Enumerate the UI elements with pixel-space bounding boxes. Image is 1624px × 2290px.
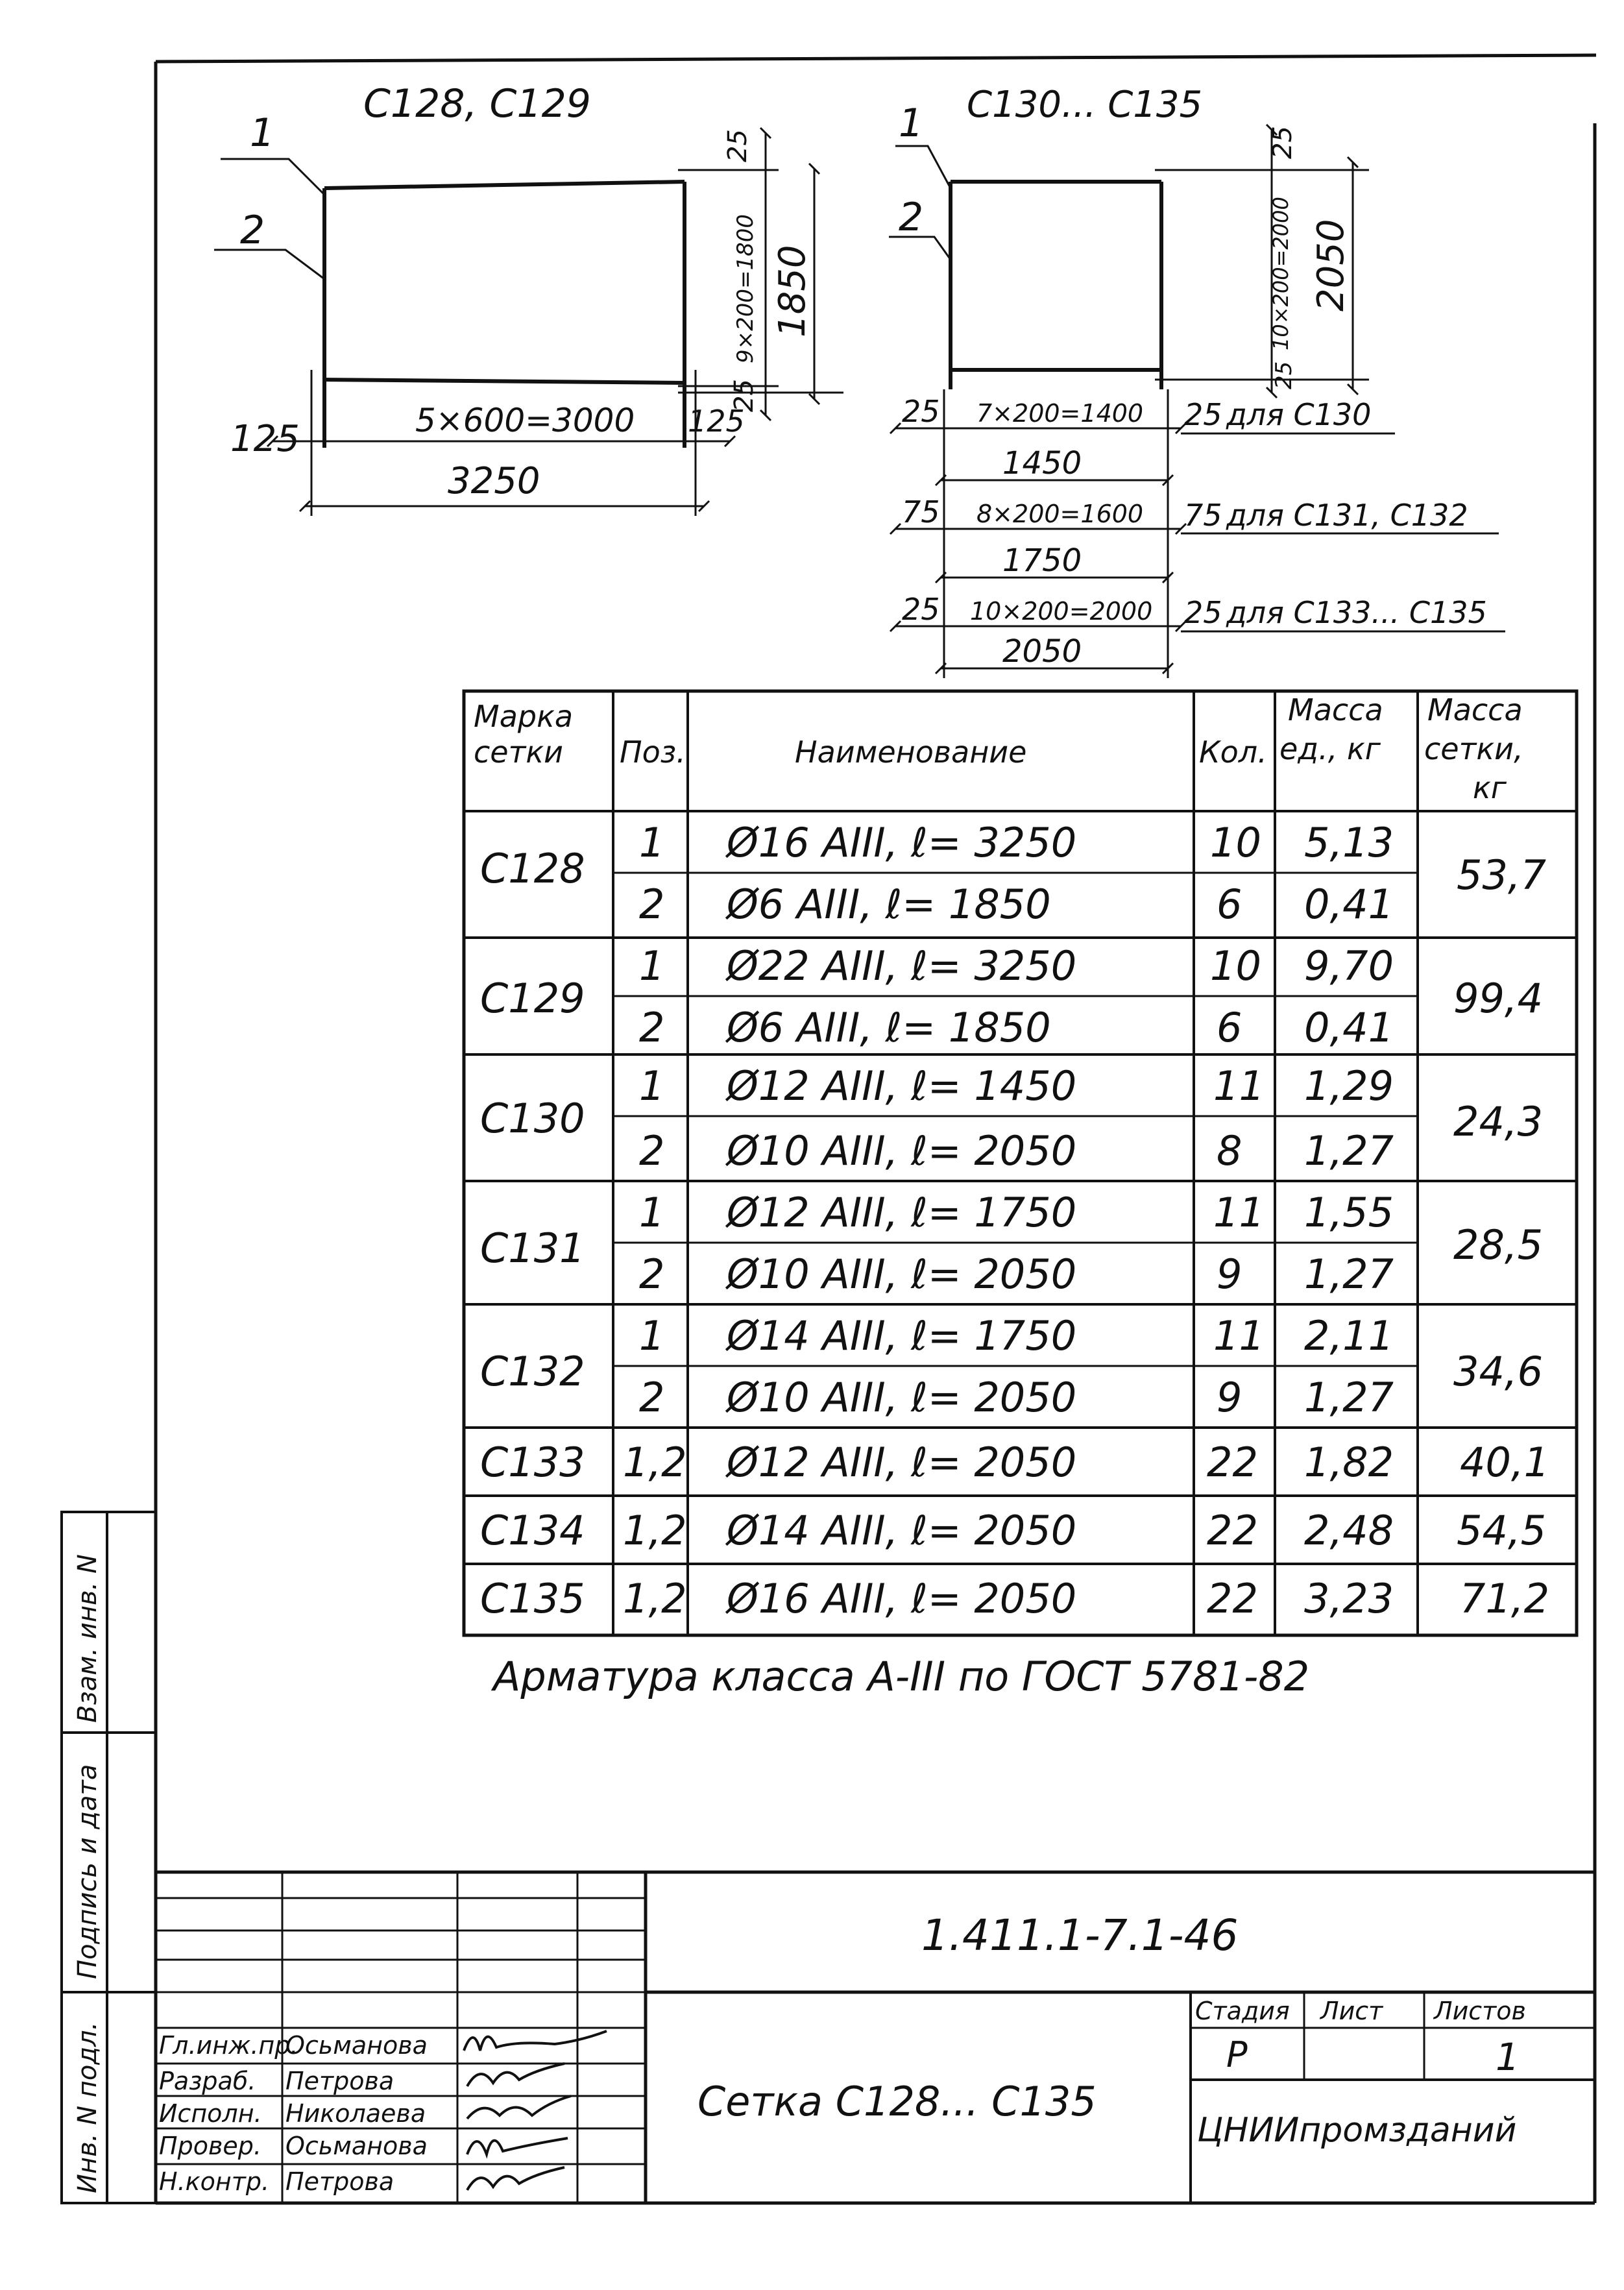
role-checker: Провер.: [159, 2132, 261, 2160]
side-stamp-inv-orig: Инв. N подл.: [73, 2021, 103, 2193]
header-mesh-mass-line3: кг: [1473, 770, 1507, 805]
sketch1-total-horizontal: 3250: [448, 460, 540, 502]
name-c132-1: Ø14 АIII, ℓ= 1750: [727, 1312, 1077, 1359]
signatures: [464, 2031, 607, 2190]
variant1-inner: 7×200=1400: [976, 399, 1144, 428]
unit-c129-2: 0,41: [1304, 1004, 1394, 1051]
name-c128-1: Ø16 АIII, ℓ= 3250: [727, 819, 1077, 866]
unit-c131-1: 1,55: [1304, 1189, 1394, 1236]
qty-c130-1: 11: [1213, 1062, 1265, 1110]
sketch2-pos1: 1: [899, 101, 924, 146]
mark-c128: С128: [480, 845, 585, 892]
unit-c134: 2,48: [1304, 1507, 1394, 1554]
sketch1-bottom-offset: 25: [729, 379, 759, 412]
variant3-inner: 10×200=2000: [970, 597, 1153, 626]
variant2-inner: 8×200=1600: [976, 500, 1144, 528]
total-c128: 53,7: [1457, 851, 1547, 899]
qty-c135: 22: [1207, 1575, 1258, 1622]
mark-c134: С134: [480, 1507, 585, 1554]
unit-c132-1: 2,11: [1304, 1312, 1394, 1359]
mesh-sketch-c130-c135: [889, 84, 1505, 678]
name-c132-2: Ø10 АIII, ℓ= 2050: [727, 1374, 1077, 1421]
name-c129-2: Ø6 АIII, ℓ= 1850: [727, 1004, 1051, 1051]
sketch1-total-vertical: 1850: [771, 245, 814, 337]
total-c134: 54,5: [1457, 1507, 1547, 1554]
header-pos: Поз.: [620, 735, 686, 770]
total-c133: 40,1: [1460, 1439, 1550, 1486]
unit-c130-1: 1,29: [1304, 1062, 1394, 1110]
qty-c130-2: 8: [1217, 1127, 1242, 1175]
sketch1-top-offset: 25: [723, 129, 753, 162]
pos-c128-1: 1: [639, 819, 665, 866]
qty-c131-2: 9: [1217, 1250, 1242, 1298]
qty-c131-1: 11: [1213, 1189, 1265, 1236]
stage-value: Р: [1226, 2034, 1248, 2075]
name-executor: Николаева: [285, 2099, 426, 2128]
pos-c128-2: 2: [639, 881, 665, 928]
name-c134: Ø14 АIII, ℓ= 2050: [727, 1507, 1077, 1554]
variant3-total: 2050: [1002, 633, 1082, 670]
qty-c132-2: 9: [1217, 1374, 1242, 1421]
mark-c131: С131: [480, 1224, 585, 1272]
header-mesh-mass-line1: Масса: [1427, 692, 1523, 727]
header-mark-line2: сетки: [474, 735, 564, 770]
total-c131: 28,5: [1453, 1221, 1544, 1269]
variant3-left: 25: [902, 592, 940, 627]
name-c135: Ø16 АIII, ℓ= 2050: [727, 1575, 1077, 1622]
mesh-sketch-c128-c129: [214, 81, 843, 516]
pos-c134: 1,2: [623, 1507, 687, 1554]
qty-c129-1: 10: [1210, 942, 1261, 990]
document-title: Сетка С128... С135: [697, 2078, 1097, 2125]
sketch2-total-vertical: 2050: [1310, 219, 1352, 311]
total-c130: 24,3: [1453, 1098, 1544, 1145]
sheets-value: 1: [1496, 2035, 1520, 2079]
reinforcement-note: Арматура класса А-III по ГОСТ 5781-82: [493, 1653, 1310, 1700]
header-mesh-mass-line2: сетки,: [1424, 731, 1523, 766]
pos-c133: 1,2: [623, 1439, 687, 1486]
side-stamp: [62, 1512, 156, 2203]
pos-c131-1: 1: [639, 1189, 665, 1236]
role-executor: Исполн.: [159, 2099, 262, 2128]
name-c129-1: Ø22 АIII, ℓ= 3250: [727, 942, 1077, 990]
name-c130-1: Ø12 АIII, ℓ= 1450: [727, 1062, 1077, 1110]
stage-label: Стадия: [1195, 1997, 1290, 2025]
sketch1-pos1: 1: [250, 110, 275, 156]
unit-c131-2: 1,27: [1304, 1250, 1394, 1298]
variant1-total: 1450: [1002, 445, 1082, 481]
sheets-label: Листов: [1434, 1997, 1526, 2025]
side-stamp-inv-replace: Взам. инв. N: [73, 1554, 103, 1723]
variant3-right: 25: [1184, 595, 1222, 630]
header-name: Наименование: [795, 735, 1027, 770]
sketch1-right-offset: 125: [688, 404, 745, 439]
role-developer: Разраб.: [159, 2067, 256, 2095]
unit-c135: 3,23: [1304, 1575, 1394, 1622]
side-stamp-sign-date: Подпись и дата: [73, 1764, 103, 1979]
name-chief-engineer: Осьманова: [285, 2031, 428, 2060]
name-c133: Ø12 АIII, ℓ= 2050: [727, 1439, 1077, 1486]
name-developer: Петрова: [285, 2067, 394, 2095]
variant2-total: 1750: [1002, 542, 1082, 579]
mark-c135: С135: [480, 1575, 585, 1622]
mark-c133: С133: [480, 1439, 585, 1486]
variant2-left: 75: [902, 494, 940, 530]
sheet-label: Лист: [1320, 1997, 1383, 2025]
qty-c133: 22: [1207, 1439, 1258, 1486]
pos-c130-2: 2: [639, 1127, 665, 1175]
role-chief-engineer: Гл.инж.пр.: [159, 2031, 298, 2060]
pos-c129-2: 2: [639, 1004, 665, 1051]
header-unit-mass-line2: ед., кг: [1279, 731, 1381, 766]
unit-c128-1: 5,13: [1304, 819, 1394, 866]
unit-c130-2: 1,27: [1304, 1127, 1394, 1175]
variant1-note: для С130: [1226, 397, 1372, 432]
sketch2-title: С130... С135: [967, 84, 1203, 126]
name-c131-2: Ø10 АIII, ℓ= 2050: [727, 1250, 1077, 1298]
pos-c129-1: 1: [639, 942, 665, 990]
total-c132: 34,6: [1453, 1348, 1544, 1395]
name-norm-control: Петрова: [285, 2167, 394, 2196]
sketch1-title: С128, С129: [363, 81, 591, 127]
sketch2-pos2: 2: [899, 195, 924, 240]
name-checker: Осьманова: [285, 2132, 428, 2160]
qty-c132-1: 11: [1213, 1312, 1265, 1359]
header-mark-line1: Марка: [474, 699, 574, 734]
organization: ЦНИИпромзданий: [1197, 2111, 1517, 2150]
sketch2-bottom-offset: 25: [1271, 361, 1297, 389]
sketch1-pos2: 2: [240, 208, 265, 253]
unit-c129-1: 9,70: [1304, 942, 1394, 990]
title-block: [156, 1872, 1595, 2203]
name-c131-1: Ø12 АIII, ℓ= 1750: [727, 1189, 1077, 1236]
mark-c129: С129: [480, 975, 585, 1022]
unit-c133: 1,82: [1304, 1439, 1394, 1486]
pos-c131-2: 2: [639, 1250, 665, 1298]
qty-c129-2: 6: [1217, 1004, 1242, 1051]
document-code: 1.411.1-7.1-46: [921, 1910, 1239, 1960]
mark-c132: С132: [480, 1348, 585, 1395]
qty-c128-1: 10: [1210, 819, 1261, 866]
pos-c130-1: 1: [639, 1062, 665, 1110]
unit-c128-2: 0,41: [1304, 881, 1394, 928]
role-norm-control: Н.контр.: [159, 2167, 270, 2196]
pos-c132-2: 2: [639, 1374, 665, 1421]
unit-c132-2: 1,27: [1304, 1374, 1394, 1421]
name-c130-2: Ø10 АIII, ℓ= 2050: [727, 1127, 1077, 1175]
sketch1-left-offset: 125: [230, 418, 300, 460]
variant1-right: 25: [1184, 397, 1222, 432]
variant2-note: для С131, С132: [1226, 498, 1468, 533]
name-c128-2: Ø6 АIII, ℓ= 1850: [727, 881, 1051, 928]
sketch2-top-offset: 25: [1268, 126, 1298, 159]
variant3-note: для С133... С135: [1226, 595, 1487, 630]
variant2-right: 75: [1184, 498, 1222, 533]
qty-c128-2: 6: [1217, 881, 1242, 928]
pos-c132-1: 1: [639, 1312, 665, 1359]
variant1-left: 25: [902, 394, 940, 429]
sketch1-inner-horizontal: 5×600=3000: [415, 402, 635, 439]
qty-c134: 22: [1207, 1507, 1258, 1554]
total-c135: 71,2: [1460, 1575, 1550, 1622]
total-c129: 99,4: [1453, 975, 1544, 1022]
sketch1-inner-vertical: 9×200=1800: [733, 213, 758, 363]
pos-c135: 1,2: [623, 1575, 687, 1622]
header-qty: Кол.: [1199, 735, 1267, 770]
sketch2-inner-vertical: 10×200=2000: [1268, 197, 1293, 350]
header-unit-mass-line1: Масса: [1288, 692, 1383, 727]
specification-table: [464, 691, 1577, 1635]
mark-c130: С130: [480, 1095, 585, 1142]
